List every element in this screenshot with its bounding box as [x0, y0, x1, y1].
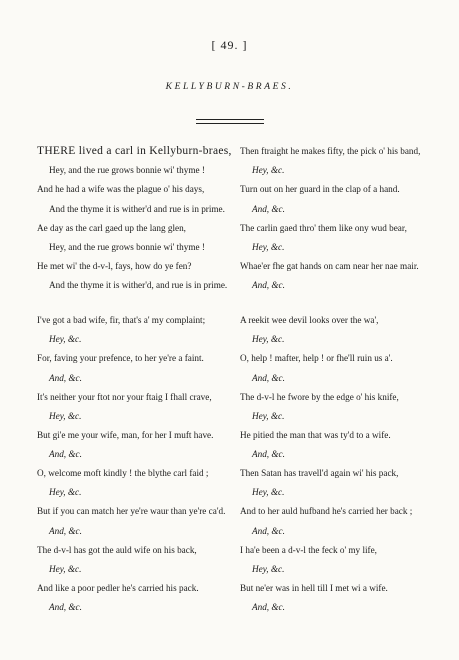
verse-chorus: Hey, &c. [252, 564, 285, 575]
verse-line: The d-v-l he fwore by the edge o' his knife, [240, 391, 399, 402]
verse-line: Then ftraight he makes fifty, the pick o' his band, [240, 146, 421, 156]
verse-chorus: Hey, &c. [49, 334, 82, 345]
stanza-6 [240, 464, 412, 618]
verse-line: Hey, and the rue grows bonnie wi' thyme ! [49, 242, 205, 253]
verse-line [37, 142, 232, 161]
verse-line: The d-v-l has got the auld wife on his back, [37, 544, 197, 555]
poem-title: KELLYBURN-BRAES. [165, 82, 294, 92]
verse-line: Then Satan has travell'd again wi' his pack, [240, 468, 399, 478]
verse-chorus: And, &c. [252, 525, 285, 536]
stanza-4 [240, 311, 399, 465]
verse-line: O, welcome moft kindly ! the blythe carl faid ; [37, 468, 209, 478]
verse-chorus: And, &c. [252, 449, 285, 460]
verse-line: I ha'e been a d-v-l the feck o' my life, [240, 544, 377, 555]
verse-line: And like a poor pedler he's carried his pack. [37, 583, 199, 594]
verse-chorus: Hey, &c. [252, 242, 285, 253]
verse-chorus: And, &c. [252, 372, 285, 383]
verse-line: He met wi' the d-v-l, fays, how do ye fen? [37, 261, 192, 272]
verse-line: And the thyme it is wither'd, and rue is in prime. [49, 280, 228, 291]
verse-line-text: THERE lived a carl in Kellyburn-braes, [37, 145, 232, 157]
verse-line: Ae day as the carl gaed up the lang glen, [37, 222, 186, 233]
verse-chorus: And, &c. [252, 280, 285, 291]
stanza-2 [240, 142, 420, 296]
verse-chorus: And, &c. [49, 372, 82, 383]
verse-chorus: And, &c. [49, 449, 82, 460]
verse-line: The carlin gaed thro' them like ony wud bear, [240, 222, 407, 233]
stanza-1 [37, 142, 232, 296]
stanza-3 [37, 311, 213, 465]
verse-chorus: And, &c. [49, 602, 82, 613]
verse-line: But gi'e me your wife, man, for her I muft have. [37, 430, 214, 441]
verse-line: And he had a wife was the plague o' his days, [37, 184, 205, 195]
verse-line: Turn out on her guard in the clap of a hand. [240, 184, 400, 195]
verse-chorus: Hey, &c. [49, 487, 82, 498]
verse-chorus: Hey, &c. [252, 334, 285, 345]
verse-chorus: Hey, &c. [252, 487, 285, 498]
verse-chorus: And, &c. [252, 203, 285, 214]
verse-line: And to her auld hufband he's carried her back ; [240, 506, 413, 517]
verse-line: Whae'er fhe gat hands on cam near her nae mair. [240, 261, 419, 272]
verse-chorus: And, &c. [252, 602, 285, 613]
verse-line: And the thyme it is wither'd and rue is in prime. [49, 203, 225, 214]
verse-line: A reekit wee devil looks over the wa', [240, 315, 379, 325]
verse-line: But ne'er was in hell till I met wi a wife. [240, 583, 388, 594]
page-number: [ 49. ] [211, 38, 248, 52]
verse-chorus: And, &c. [49, 525, 82, 536]
verse-line: But if you can match her ye're waur than ye're ca'd. [37, 506, 226, 517]
verse-chorus: Hey, &c. [49, 564, 82, 575]
verse-line: Hey, and the rue grows bonnie wi' thyme ! [49, 165, 205, 176]
verse-line: I've got a bad wife, fir, that's a' my complaint; [37, 315, 206, 325]
verse-line: For, faving your prefence, to her ye're a faint. [37, 353, 204, 364]
title-rule [196, 119, 264, 124]
verse-chorus: Hey, &c. [49, 411, 82, 422]
verse-line: It's neither your ftot nor your ftaig I fhall crave, [37, 391, 212, 402]
verse-line: O, help ! mafter, help ! or fhe'll ruin us a'. [240, 353, 393, 364]
verse-line: He pitied the man that was ty'd to a wife. [240, 430, 391, 441]
stanza-5 [37, 464, 225, 618]
verse-chorus: Hey, &c. [252, 165, 285, 176]
verse-chorus: Hey, &c. [252, 411, 285, 422]
